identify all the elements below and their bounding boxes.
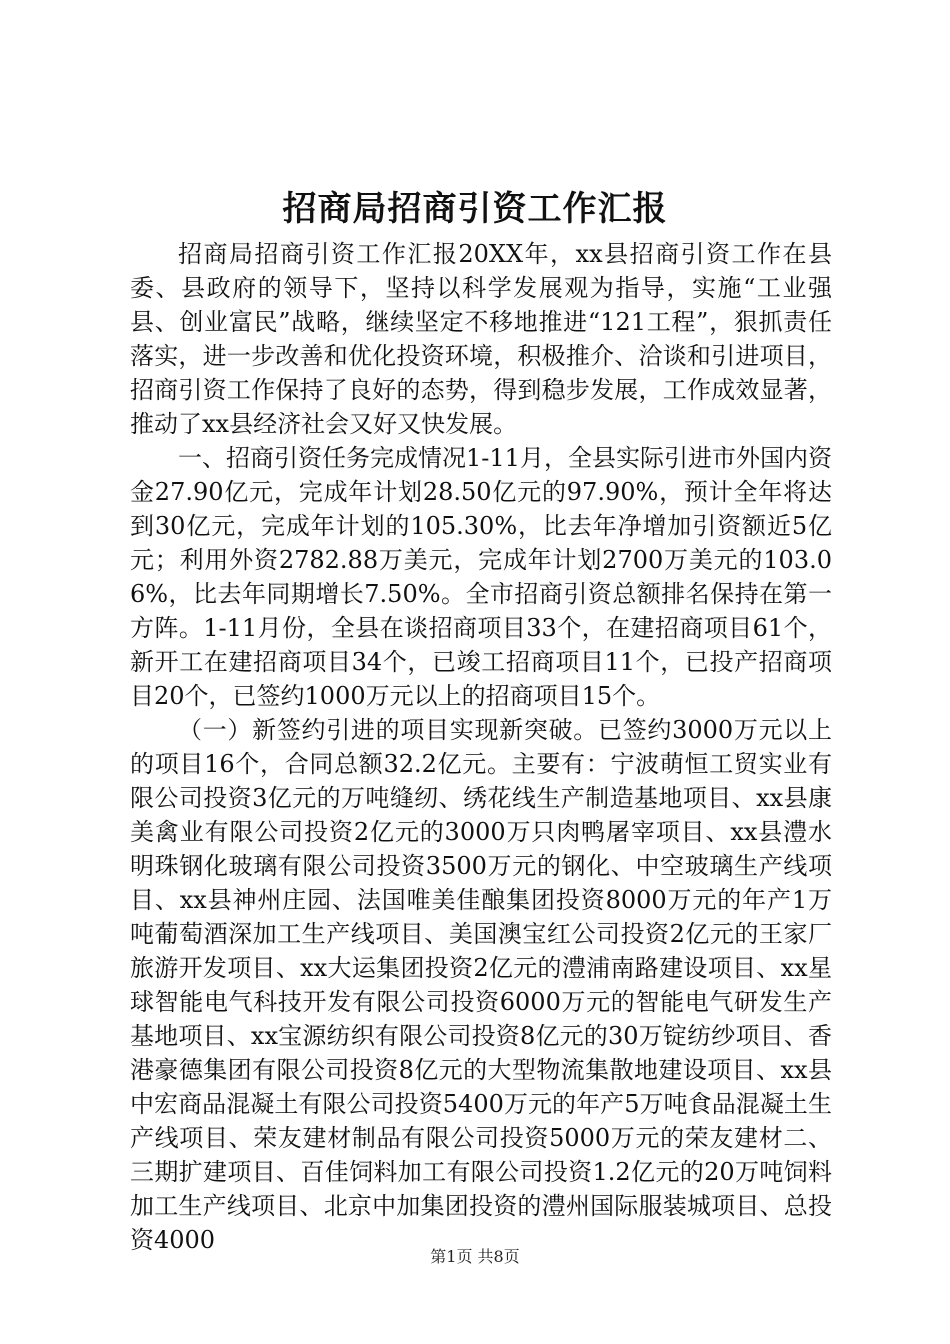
document-title: 招商局招商引资工作汇报 bbox=[282, 189, 668, 229]
document-body bbox=[130, 237, 832, 1257]
paragraph-section-one: 一、招商引资任务完成情况1-11月，全县实际引进市外国内资金27.90亿元，完成年计划28.50亿元的97.90%，预计全年将达到30亿元，完成年计划的105.30%，比去年净增加引资额近5亿元；利用外资2782.88万美元，完成年计划2700万美元的103.06%，比去年同期增长7.50%。全市招商引资总额排名保持在第一方阵。1-11月份，全县在谈招商项目33个，在建招商项目61个，新开工在建招商项目34个，已竣工招商项目11个，已投产招商项目20个，已签约1000万元以上的招商项目15个。 bbox=[130, 444, 832, 710]
paragraph-subsection-one: （一）新签约引进的项目实现新突破。已签约3000万元以上的项目16个，合同总额32.2亿元。主要有：宁波萌恒工贸实业有限公司投资3亿元的万吨缝纫、绣花线生产制造基地项目、xx县康美禽业有限公司投资2亿元的3000万只肉鸭屠宰项目、xx县澧水明珠钢化玻璃有限公司投资3500万元的钢化、中空玻璃生产线项目、xx县神州庄园、法国唯美佳酿集团投资8000万元的年产1万吨葡萄酒深加工生产线项目、美国澳宝红公司投资2亿元的王家厂旅游开发项目、xx大运集团投资2亿元的澧浦南路建设项目、xx星球智能电气科技开发有限公司投资6000万元的智能电气研发生产基地项目、xx宝源纺织有限公司投资8亿元的30万锭纺纱项目、香港豪德集团有限公司投资8亿元的大型物流集散地建设项目、xx县中宏商品混凝土有限公司投资5400万元的年产5万吨食品混凝土生产线项目、荣友建材制品有限公司投资5000万元的荣友建材二、三期扩建项目、百佳饲料加工有限公司投资1.2亿元的20万吨饲料加工生产线项目、北京中加集团投资的澧州国际服装城项目、总投资4000 bbox=[130, 716, 832, 1254]
paragraph-intro: 招商局招商引资工作汇报20XX年，xx县招商引资工作在县委、县政府的领导下，坚持以科学发展观为指导，实施“工业强县、创业富民”战略，继续坚定不移地推进“121工程”，狠抓责任落实，进一步改善和优化投资环境，积极推介、洽谈和引进项目，招商引资工作保持了良好的态势，得到稳步发展，工作成效显著，推动了xx县经济社会又好又快发展。 bbox=[130, 240, 832, 438]
page-number: 第1页 共8页 bbox=[430, 1247, 520, 1266]
